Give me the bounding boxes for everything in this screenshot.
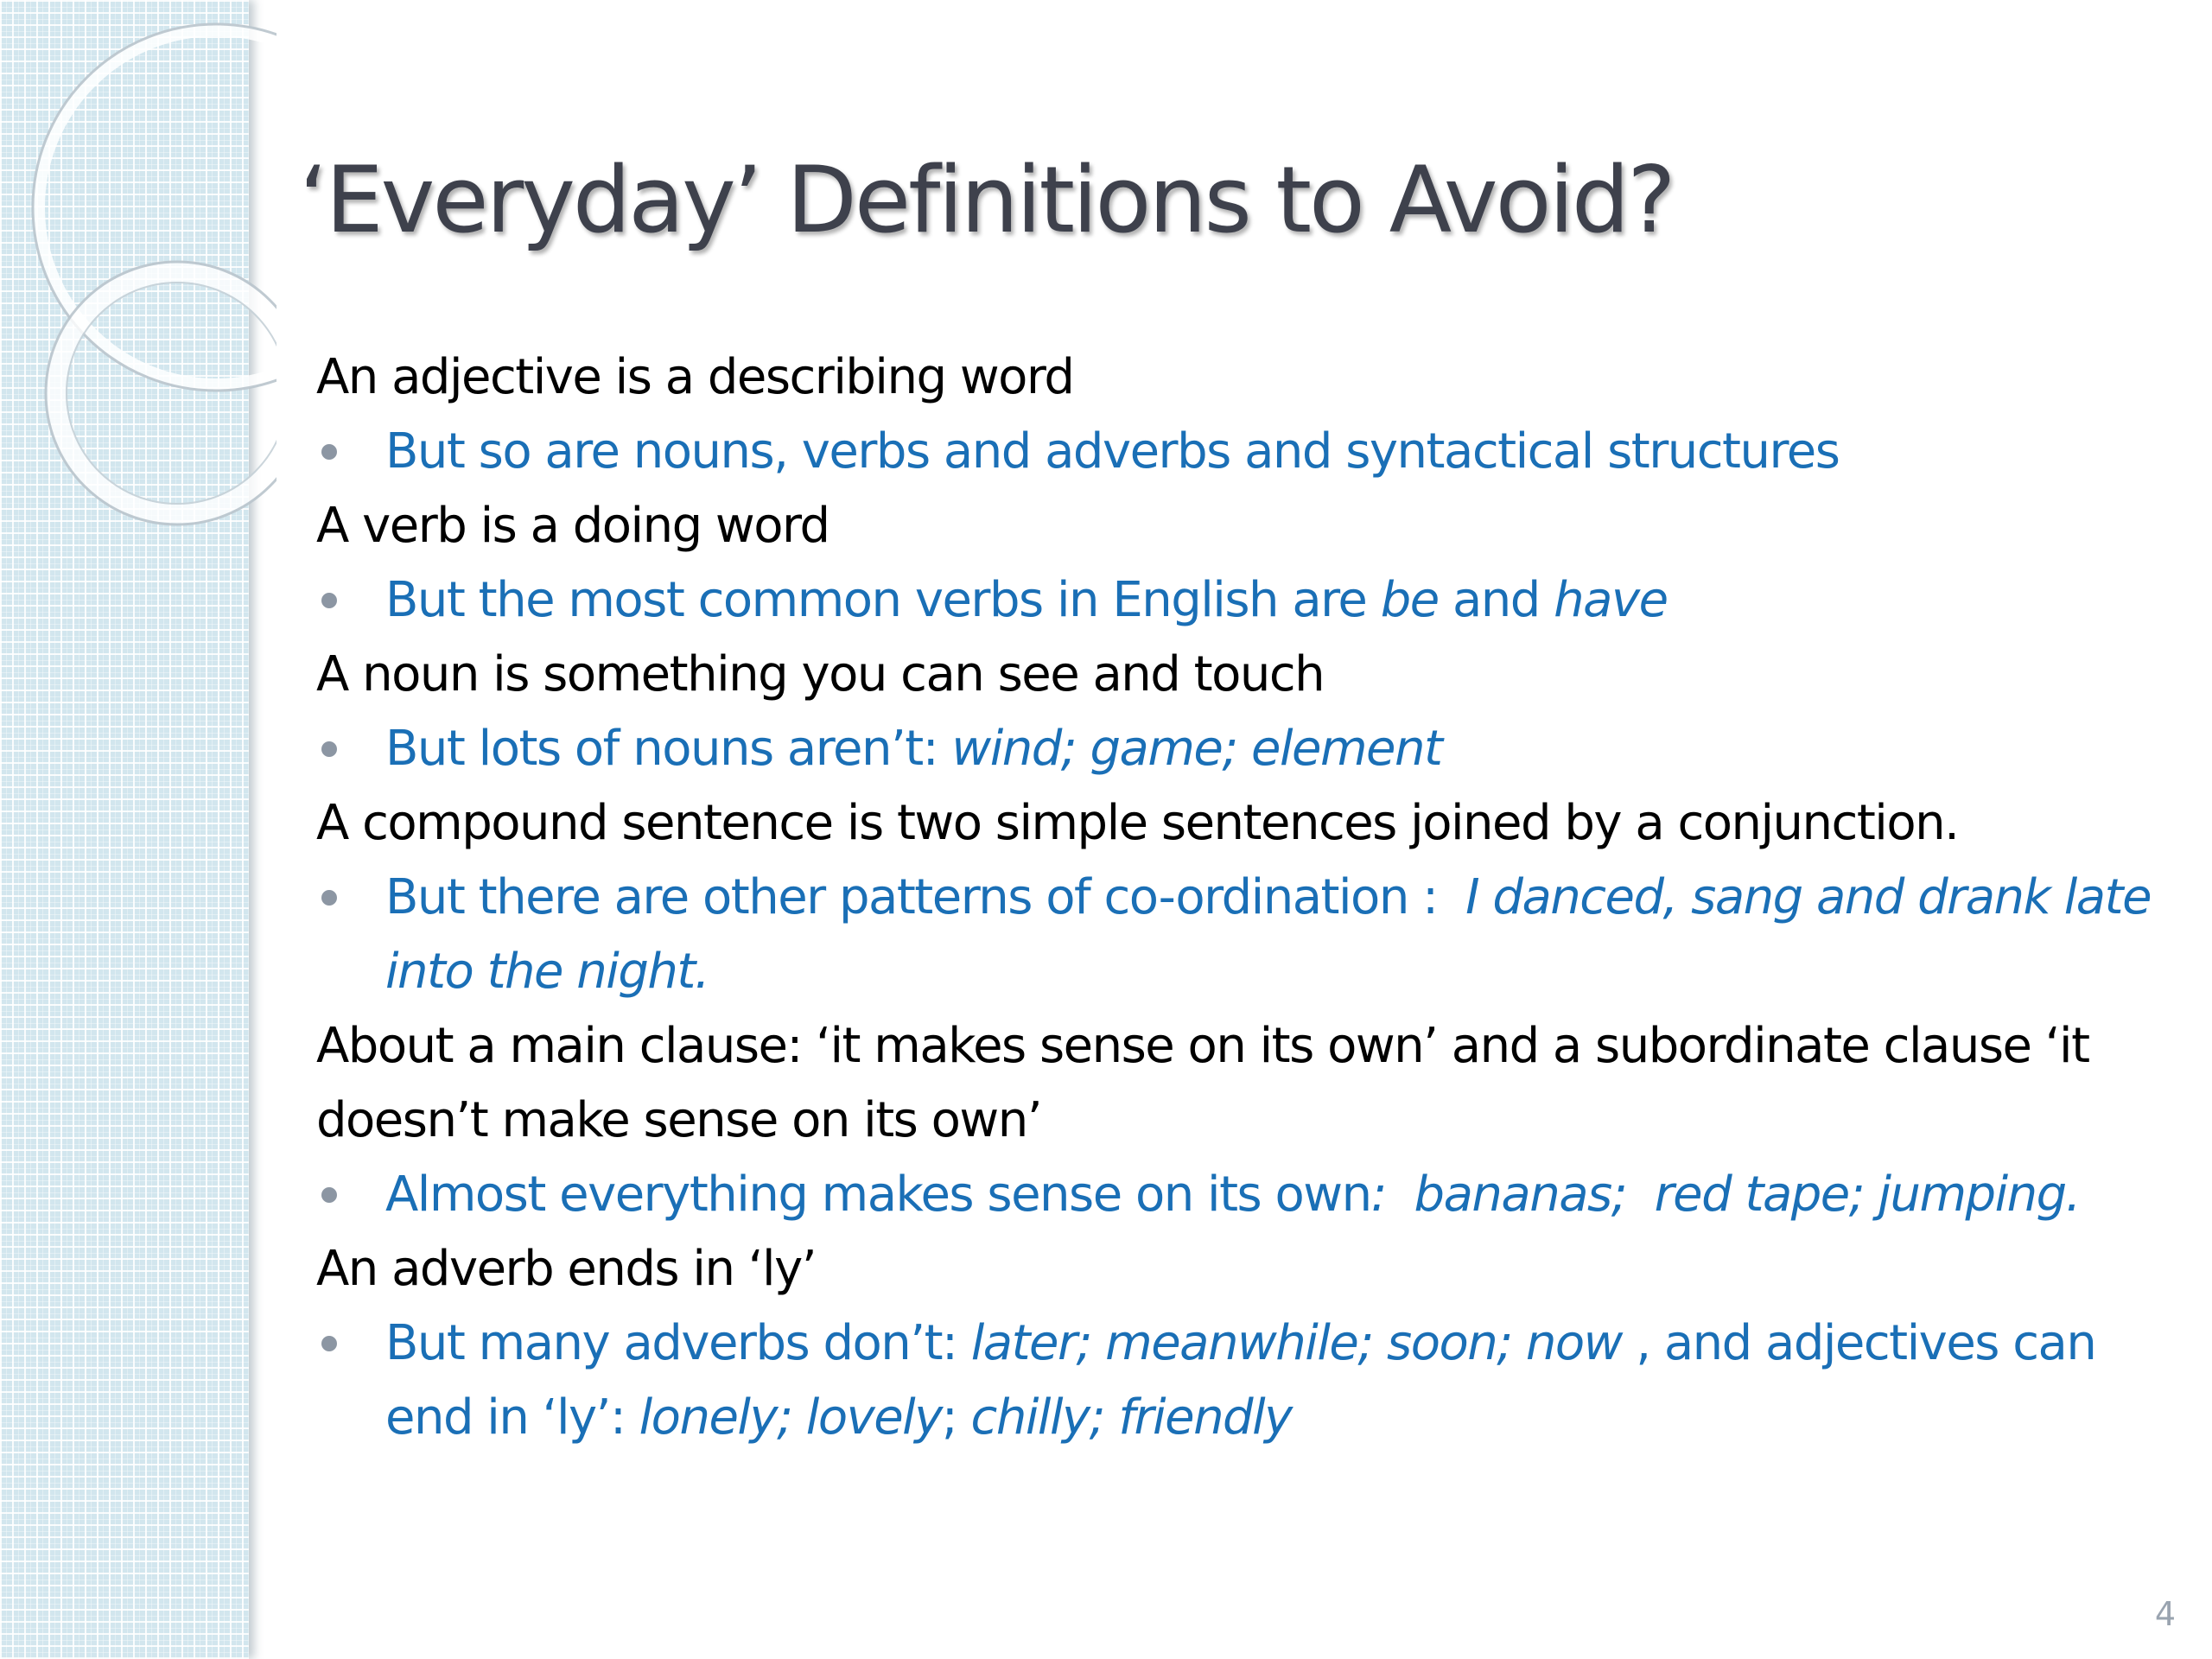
bullet-example-text: chilly; friendly — [970, 1389, 1292, 1446]
statement: A verb is a doing word — [316, 498, 830, 554]
statement: An adjective is a describing word — [316, 349, 1074, 405]
bullet-example-text: lonely; lovely — [639, 1389, 942, 1446]
bullet-example-text: I danced, sang and drank late into the night. — [385, 869, 2165, 1000]
statement: A noun is something you can see and touch — [316, 646, 1325, 702]
bullet-rebuttal — [316, 415, 2165, 489]
bullet-text: But lots of nouns aren’t: — [385, 721, 952, 777]
bullet-example-text: : bananas; red tape; jumping. — [1370, 1166, 2080, 1223]
bullet-rebuttal — [316, 861, 2165, 1009]
bullet-text: and — [1438, 572, 1554, 628]
bullet-dot-icon — [321, 1336, 337, 1351]
statement: About a main clause: ‘it makes sense on its own’ and a subordinate clause ‘it doesn’t make sense on its own’ — [316, 1018, 2089, 1148]
bullet-text: But the most common verbs in English are — [385, 572, 1381, 628]
bullet-dot-icon — [321, 593, 337, 608]
bullet-dot-icon — [321, 1187, 337, 1203]
slide-body — [316, 340, 2165, 1455]
slide-title: ‘Everyday’ Definitions to Avoid? — [299, 147, 1674, 253]
bullet-text: Almost everything makes sense on its own — [385, 1166, 1371, 1223]
ring-small — [56, 272, 276, 514]
bullet-rebuttal — [316, 712, 2165, 786]
bullet-dot-icon — [321, 890, 337, 906]
bullet-dot-icon — [321, 741, 337, 757]
bullet-rebuttal — [316, 1158, 2165, 1232]
bullet-dot-icon — [321, 444, 337, 460]
ring-small-inner-outline — [67, 283, 276, 504]
bullet-text: ; — [941, 1389, 971, 1446]
bullet-text: But there are other patterns of co-ordination : — [385, 869, 1466, 925]
bullet-example-text: be — [1380, 572, 1439, 628]
bullet-text: But so are nouns, verbs and adverbs and syntactical structures — [385, 423, 1840, 480]
bullet-text: But many adverbs don’t: — [385, 1315, 971, 1371]
bullet-example-text: wind; game; element — [951, 721, 1442, 777]
page-number: 4 — [2154, 1595, 2176, 1633]
bullet-example-text: have — [1554, 572, 1668, 628]
decorative-rings — [0, 0, 276, 622]
statement: A compound sentence is two simple sentences joined by a conjunction. — [316, 795, 1959, 851]
statement: An adverb ends in ‘ly’ — [316, 1241, 817, 1297]
bullet-rebuttal — [316, 1306, 2165, 1455]
bullet-text: , and adjectives can end in ‘ly’: — [385, 1315, 2110, 1446]
bullet-rebuttal — [316, 563, 2165, 638]
bullet-example-text: later; meanwhile; soon; now — [970, 1315, 1622, 1371]
